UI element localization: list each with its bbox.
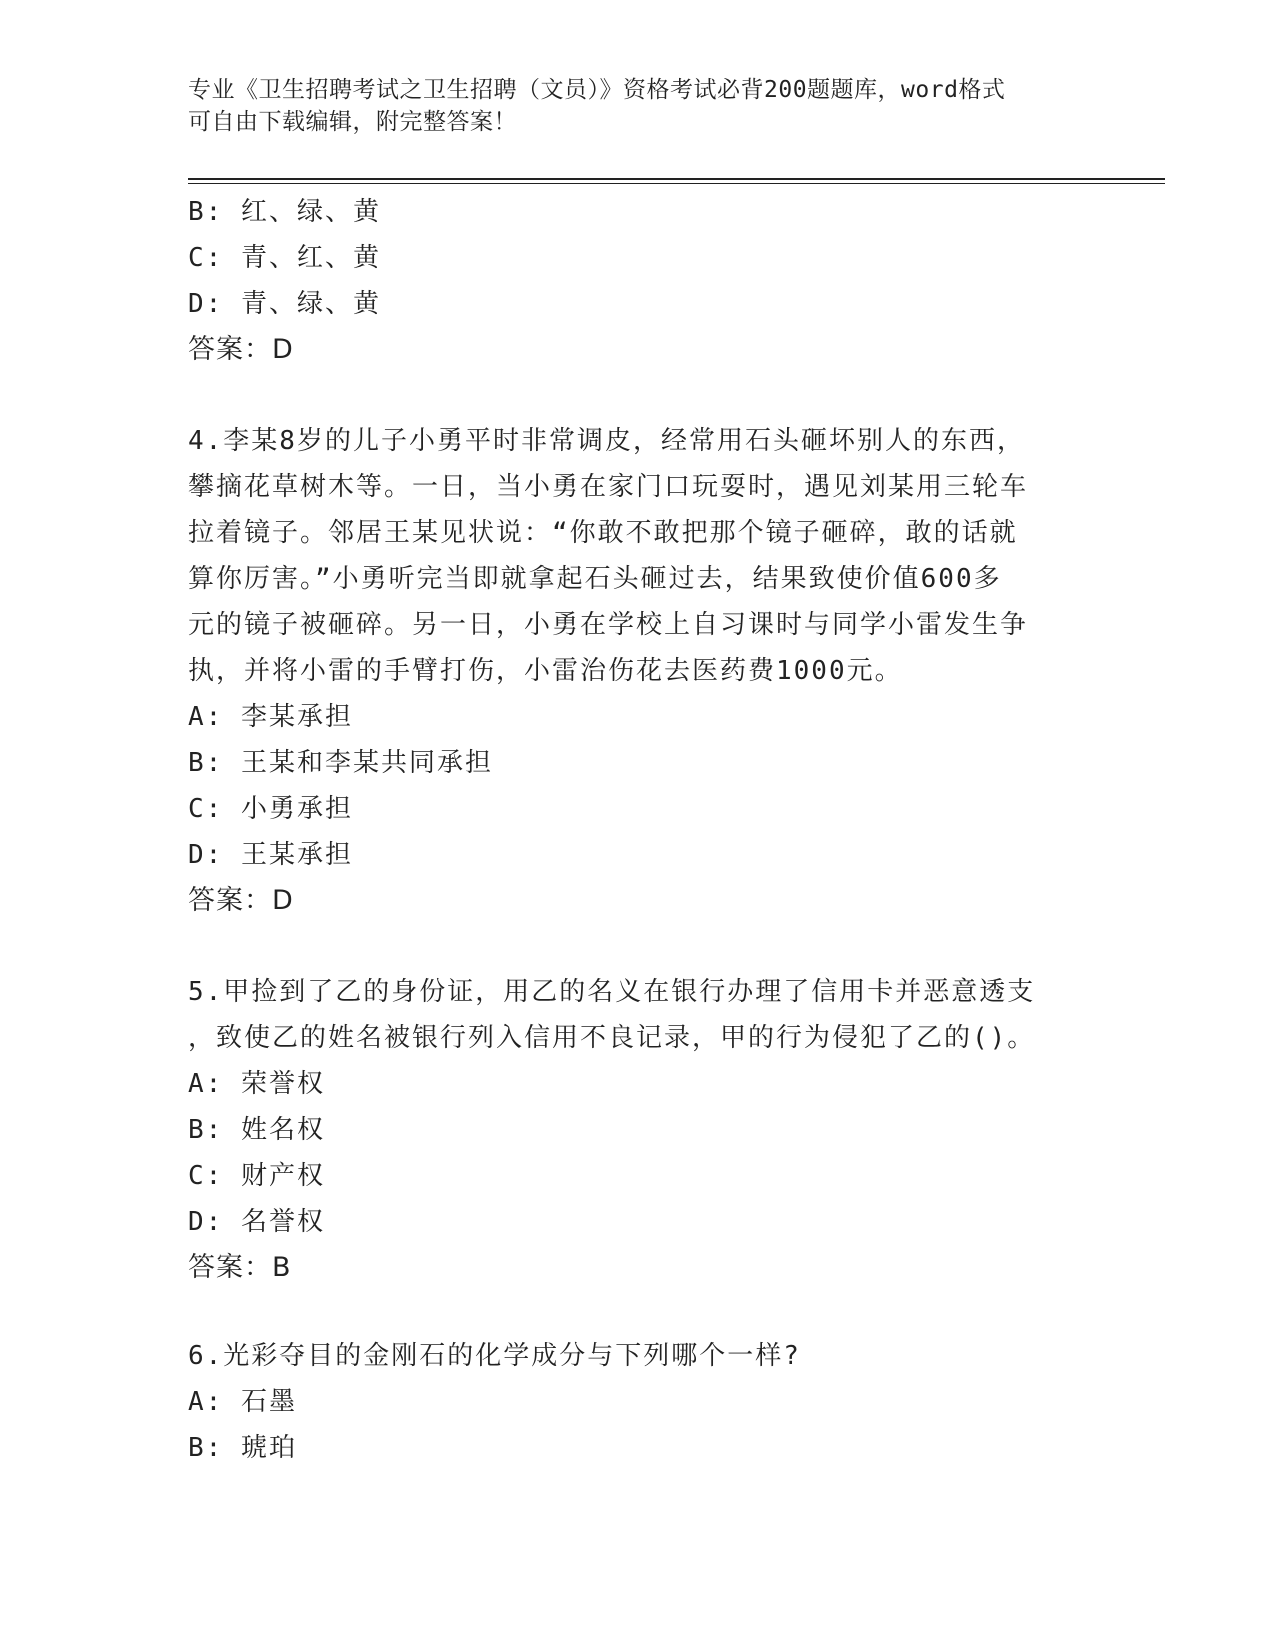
header-title-line-2: 可自由下载编辑，附完整答案！ xyxy=(188,109,517,135)
header-title-line-1: 专业《卫生招聘考试之卫生招聘（文员）》资格考试必背200题题库，word格式 xyxy=(188,77,1006,103)
option-d: D: 名誉权 xyxy=(188,1207,325,1237)
question-text-line: 5.甲捡到了乙的身份证，用乙的名义在银行办理了信用卡并恶意透支 xyxy=(188,977,1036,1007)
question-text-line: 元的镜子被砸碎。另一日，小勇在学校上自习课时与同学小雷发生争 xyxy=(188,610,1029,640)
question-text-line: 执，并将小雷的手臂打伤，小雷治伤花去医药费1000元。 xyxy=(188,656,903,686)
question-4 xyxy=(188,418,1088,924)
question-text-line: ，致使乙的姓名被银行列入信用不良记录，甲的行为侵犯了乙的()。 xyxy=(188,1023,1036,1053)
option-b: B: 姓名权 xyxy=(188,1115,325,1145)
spacer xyxy=(188,924,1088,969)
spacer xyxy=(188,1291,1088,1333)
option-b: B: 琥珀 xyxy=(188,1433,297,1463)
option-c: C: 小勇承担 xyxy=(188,794,353,824)
question-text-line: 攀摘花草树木等。一日，当小勇在家门口玩耍时，遇见刘某用三轮车 xyxy=(188,472,1029,502)
question-list xyxy=(188,189,1088,1471)
question-6 xyxy=(188,1333,1088,1471)
answer-label: 答案：D xyxy=(188,334,294,365)
option-b: B: 王某和李某共同承担 xyxy=(188,748,493,778)
question-text-line: 4.李某8岁的儿子小勇平时非常调皮，经常用石头砸坏别人的东西， xyxy=(188,426,1025,456)
answer-label: 答案：D xyxy=(188,885,294,916)
spacer xyxy=(188,373,1088,418)
option-a: A: 石墨 xyxy=(188,1387,297,1417)
option-a: A: 荣誉权 xyxy=(188,1069,325,1099)
option-b: B: 红、绿、黄 xyxy=(188,197,381,227)
question-3 xyxy=(188,189,1088,373)
answer-label: 答案：B xyxy=(188,1252,292,1283)
option-d: D: 青、绿、黄 xyxy=(188,289,381,319)
header-divider-thin xyxy=(188,183,1165,184)
option-a: A: 李某承担 xyxy=(188,702,353,732)
question-text-line: 拉着镜子。邻居王某见状说：“你敢不敢把那个镜子砸碎，敢的话就 xyxy=(188,518,1018,548)
question-text-line: 6.光彩夺目的金刚石的化学成分与下列哪个一样? xyxy=(188,1341,801,1371)
document-header xyxy=(188,74,1088,138)
header-divider-thick xyxy=(188,178,1165,180)
option-c: C: 财产权 xyxy=(188,1161,325,1191)
option-c: C: 青、红、黄 xyxy=(188,243,381,273)
option-d: D: 王某承担 xyxy=(188,840,353,870)
question-text-line: 算你厉害。”小勇听完当即就拿起石头砸过去，结果致使价值600多 xyxy=(188,564,1002,594)
question-5 xyxy=(188,969,1088,1291)
